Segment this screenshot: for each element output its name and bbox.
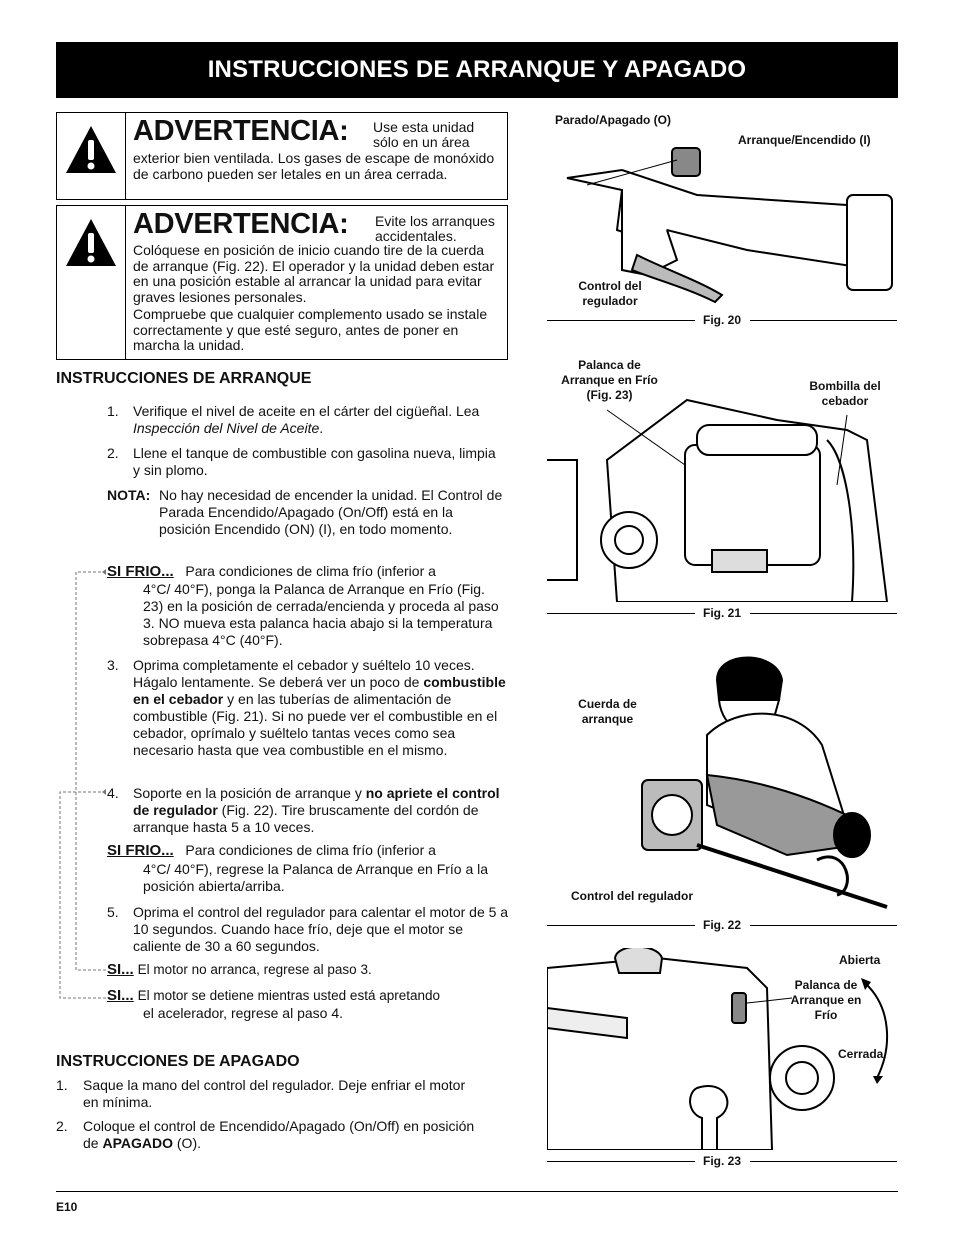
- warning-body: exterior bien ventilada. Los gases de escape de monóxido de carbono pueden ser letales en un área cerrada.: [133, 150, 495, 182]
- fig23-label-lever: Palanca de Arranque en Frío: [790, 978, 862, 1022]
- note-text: No hay necesidad de encender la unidad. El Control de Parada Encendido/Apagado (On/Off) está en la posición Encendido (ON) (I), en todo momento.: [159, 487, 503, 537]
- fig22-caption: Fig. 22: [547, 918, 897, 932]
- start-step-1: Verifique el nivel de aceite en el cárter del cigüeñal. Lea Inspección del Nivel de Aceite.: [133, 403, 480, 436]
- page-number: E10: [56, 1200, 78, 1214]
- if-cold-2: SI FRIO... Para condiciones de clima frío (inferior a: [107, 842, 436, 859]
- fig20-label-off: Parado/Apagado (O): [555, 113, 672, 127]
- warning-body-2: Compruebe que cualquier complemento usado se instale correctamente y que esté seguro, antes de poner en marcha la unidad.: [133, 306, 488, 353]
- if-stalls-text: el acelerador, regrese al paso 4.: [143, 1005, 344, 1021]
- warning-icon-cell: [57, 113, 126, 199]
- warning-box-accidental-start: [56, 205, 508, 360]
- step-number: 2.: [56, 1118, 68, 1134]
- step-number: 4.: [107, 785, 119, 801]
- start-step-5: Oprima el control del regulador para calentar el motor de 5 a 10 segundos. Cuando hace frío, deje que el motor se caliente de 30 a 60 segundos.: [133, 904, 509, 954]
- stop-step-2: Coloque el control de Encendido/Apagado (On/Off) en posición de APAGADO (O).: [83, 1118, 475, 1151]
- start-heading: INSTRUCCIONES DE ARRANQUE: [56, 370, 312, 387]
- fig22-label-throttle: Control del regulador: [571, 889, 694, 903]
- step-number: 1.: [107, 403, 119, 419]
- if-stalls: SI... El motor se detiene mientras usted está apretando: [107, 987, 441, 1004]
- fig22-illustration: [547, 645, 899, 915]
- start-step-3: Oprima completamente el cebador y suéltelo 10 veces. Hágalo lentamente. Se deberá ver un poco de combustible en el cebador y en las tuberías de alimentación de combustible (Fig. 21). Si no puede ver el combustible en el cebador, oprímalo y suéltelo tantas veces como sea necesario hasta que vea combustible en el mismo.: [133, 657, 506, 758]
- fig20-label-throttle: Control del regulador: [578, 279, 642, 308]
- fig23-label-closed: Cerrada: [838, 1047, 884, 1061]
- fig21-illustration: [547, 380, 899, 602]
- fig20-label-on: Arranque/Encendido (I): [738, 133, 871, 147]
- fig21-label-bulb: Bombilla del cebador: [809, 379, 881, 408]
- warning-title: ADVERTENCIA:: [133, 208, 349, 240]
- warning-triangle-icon: [64, 216, 118, 270]
- fig21-label-lever: Palanca de Arranque en Frío (Fig. 23): [561, 358, 658, 402]
- section-banner: INSTRUCCIONES DE ARRANQUE Y APAGADO: [56, 42, 898, 98]
- start-step-2: Llene el tanque de combustible con gasolina nueva, limpia y sin plomo.: [133, 445, 496, 478]
- flow-arrows: [50, 560, 110, 1005]
- step-number: 5.: [107, 904, 119, 920]
- step-number: 2.: [107, 445, 119, 461]
- fig21-caption: Fig. 21: [547, 606, 897, 620]
- if-cold-1: SI FRIO... Para condiciones de clima frío (inferior a: [107, 563, 436, 580]
- warning-box-ventilation: [56, 112, 508, 200]
- warning-body: Colóquese en posición de inicio cuando tire de la cuerda de arranque (Fig. 22). El operador y la unidad deben estar en una posición estable al arrancar la unidad para evitar graves lesiones personales.: [133, 242, 495, 305]
- stop-heading: INSTRUCCIONES DE APAGADO: [56, 1053, 300, 1070]
- if-cold-1-text: 4°C/ 40°F), ponga la Palanca de Arranque en Frío (Fig. 23) en la posición de cerrada/encienda y proceda al paso 3. NO mueva esta palanca hacia abajo si la temperatura sobrepasa 4°C (40°F).: [143, 581, 499, 648]
- warning-title: ADVERTENCIA:: [133, 115, 349, 147]
- fig20-caption: Fig. 20: [547, 313, 897, 327]
- fig23-caption: Fig. 23: [547, 1154, 897, 1168]
- footer-rule: [56, 1191, 898, 1192]
- warning-icon-cell: [57, 206, 126, 359]
- warning-lead: Use esta unidad sólo en un área: [373, 119, 475, 150]
- warning-lead: Evite los arranques accidentales.: [375, 213, 495, 244]
- step-number: 1.: [56, 1077, 68, 1093]
- start-step-4: Soporte en la posición de arranque y no apriete el control de regulador (Fig. 22). Tire bruscamente del cordón de arranque hasta 5 a 10 veces.: [133, 785, 500, 835]
- note-label: NOTA:: [107, 487, 151, 503]
- fig22-label-cord: Cuerda de arranque: [578, 697, 637, 726]
- fig23-label-open: Abierta: [839, 953, 881, 967]
- if-cold-2-text: 4°C/ 40°F), regrese la Palanca de Arranque en Frío a la posición abierta/arriba.: [143, 861, 489, 894]
- step-number: 3.: [107, 657, 119, 673]
- warning-triangle-icon: [64, 123, 118, 177]
- if-no-start: SI... El motor no arranca, regrese al paso 3.: [107, 961, 372, 978]
- stop-step-1: Saque la mano del control del regulador. Deje enfriar el motor en mínima.: [83, 1077, 466, 1110]
